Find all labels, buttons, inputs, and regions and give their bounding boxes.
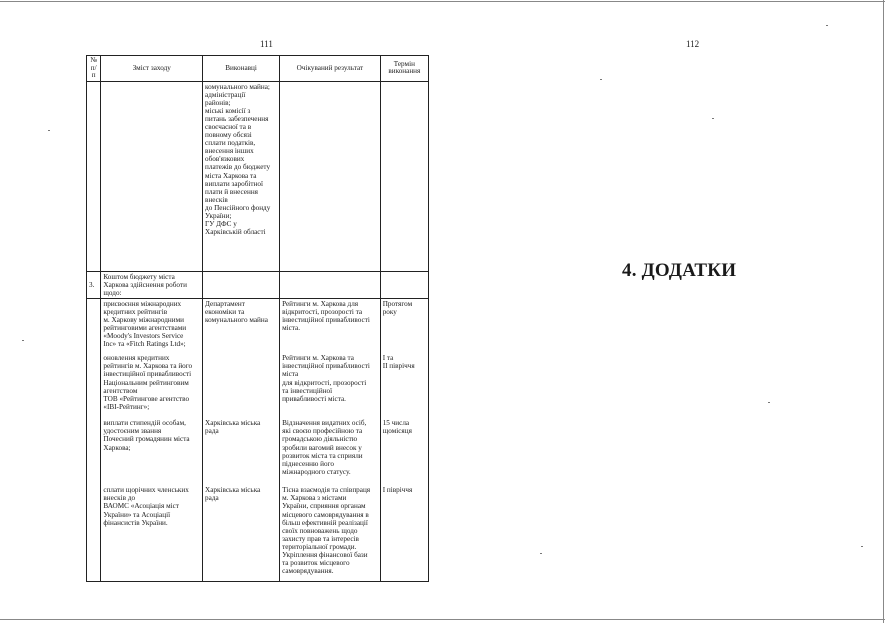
row-executors: Департамент економіки та комунального майна xyxy=(203,298,280,353)
row-num xyxy=(87,81,101,271)
row-result: Тісна взаємодія та співпраця м. Харкова з містами України, сприяння органам місцевого самоврядування в більш ефективній реалізації своїх повноважень щодо захисту прав та інтересів територіальної громади. Укріплення фінансової бази та розвиток місцевого самоврядування. xyxy=(280,485,381,581)
row-num xyxy=(87,418,101,485)
row-num xyxy=(87,353,101,418)
page-border-bottom xyxy=(0,619,885,620)
table-row xyxy=(87,485,429,581)
table-header-row xyxy=(87,56,429,82)
header-executors: Виконавці xyxy=(203,56,280,82)
scan-speck xyxy=(22,340,24,341)
row-result: Рейтинги м. Харкова та інвестиційної привабливості міста для відкритості, прозорості та інвестиційної привабливості міста. xyxy=(280,353,381,418)
table-row xyxy=(87,271,429,298)
scan-speck xyxy=(600,79,602,80)
scan-speck xyxy=(768,402,770,403)
row-result xyxy=(280,271,381,298)
row-result xyxy=(280,81,381,271)
header-term: Термін виконання xyxy=(380,56,428,82)
table-row xyxy=(87,418,429,485)
row-content: присвоєння міжнародних кредитних рейтингів м. Харкову міжнародними рейтинговими агентствами «Moody's Investors Service Inc» та «Fitch Ratings Ltd»; xyxy=(101,298,203,353)
row-term: I півріччя xyxy=(380,485,428,581)
table-row xyxy=(87,353,429,418)
scan-speck xyxy=(48,130,50,131)
scan-speck xyxy=(861,546,863,547)
header-num: № п/п xyxy=(87,56,101,82)
appendix-heading: 4. ДОДАТКИ xyxy=(622,260,737,281)
row-num xyxy=(87,298,101,353)
right-page-number: 112 xyxy=(686,39,700,49)
row-content xyxy=(101,81,203,271)
row-num: 3. xyxy=(87,271,101,298)
scan-speck xyxy=(540,553,542,554)
row-content: сплати щорічних членських внесків до ВАОМС «Асоціація міст України» та Асоціації фінансистів України. xyxy=(101,485,203,581)
row-content: Коштом бюджету міста Харкова здійснення роботи щодо: xyxy=(101,271,203,298)
left-page-number: 111 xyxy=(260,39,273,49)
header-content: Зміст заходу xyxy=(101,56,203,82)
row-term xyxy=(380,81,428,271)
header-result: Очікуваний результат xyxy=(280,56,381,82)
scan-speck xyxy=(826,25,828,26)
row-executors: Харківська міська рада xyxy=(203,418,280,485)
row-content: виплати стипендій особам, удостоєним звання Почесний громадянин міста Харкова; xyxy=(101,418,203,485)
row-executors xyxy=(203,353,280,418)
row-term: 15 числа щомісяця xyxy=(380,418,428,485)
measures-table xyxy=(86,55,429,582)
row-executors: комунального майна; адміністрації районів; міські комісії з питань забезпечення своєчасної та в повному обсязі сплати податків, внесення інших обов'язкових платежів до бюджету міста Харкова та виплати заробітної плати й внесення внесків до Пенсійного фонду України; ГУ ДФС у Харківській області xyxy=(203,81,280,271)
page-border-right xyxy=(883,0,884,623)
table-row xyxy=(87,81,429,271)
row-executors: Харківська міська рада xyxy=(203,485,280,581)
row-term xyxy=(380,271,428,298)
row-term: Протягом року xyxy=(380,298,428,353)
row-term: I та II півріччя xyxy=(380,353,428,418)
row-result: Відзначення видатних осіб, які своєю професійною та громадською діяльністю зробили вагомий внесок у розвиток міста та сприяли піднесенню його міжнародного статусу. xyxy=(280,418,381,485)
page-border-top xyxy=(0,1,885,2)
row-executors xyxy=(203,271,280,298)
table-row xyxy=(87,298,429,353)
row-content: оновлення кредитних рейтингів м. Харкова та його інвестиційної привабливості Національним рейтинговим агентством ТОВ «Рейтингове агентство «IBI-Рейтинг»; xyxy=(101,353,203,418)
row-result: Рейтинги м. Харкова для відкритості, прозорості та інвестиційної привабливості міста. xyxy=(280,298,381,353)
row-num xyxy=(87,485,101,581)
scan-speck xyxy=(712,118,714,119)
